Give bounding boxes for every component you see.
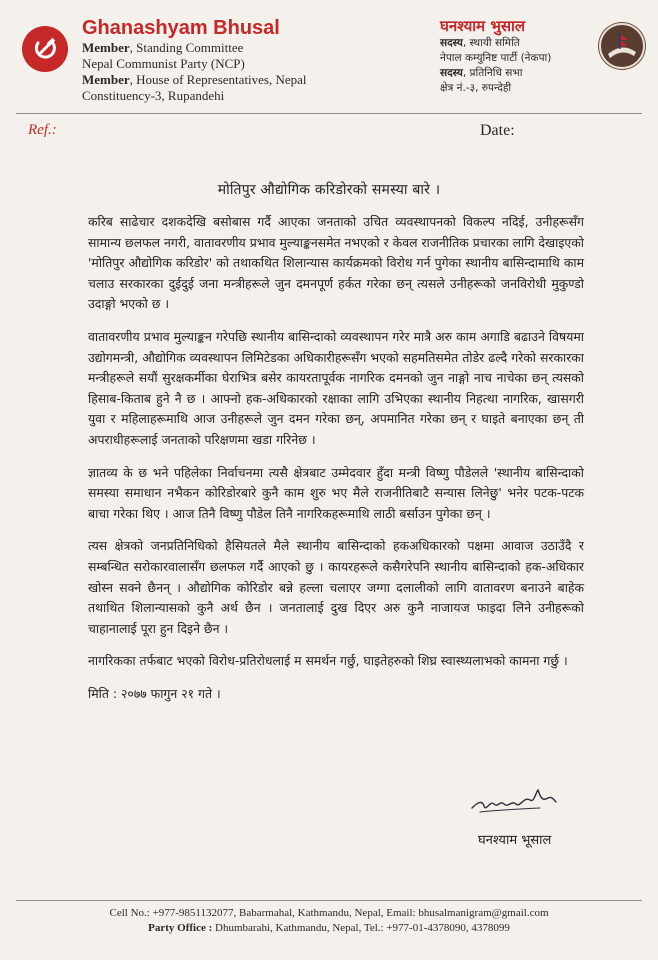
party-emblem-icon <box>598 22 646 70</box>
letterhead-line-np-3: सदस्य, प्रतिनिधि सभा <box>440 67 523 79</box>
footer-divider <box>16 900 642 901</box>
body-paragraph: ज्ञातव्य के छ भने पहिलेका निर्वाचनमा त्यसै क्षेत्रबाट उम्मेदवार हुँदा मन्त्री विष्णु पौडेलले 'स्थानीय बासिन्दाको समस्या समाधान नभैकन कोरिडोरबारे कुनै काम शुरु भए मैले राजनीतिबाटै सन्यास लिनेछु' भनेर पटक-पटक बाचा गरेका थिए । आज तिनै विष्णु पौडेल तिनै नागरिकहरूमाथि लाठी बर्साउन पुगेका छन् । <box>88 464 584 521</box>
letterhead-line-np-2: नेपाल कम्युनिष्ट पार्टी (नेकपा) <box>440 52 552 64</box>
handwritten-signature <box>468 778 558 822</box>
letter-body <box>88 212 584 704</box>
letterhead-line-en-3: Member, House of Representatives, Nepal <box>82 72 307 87</box>
letterhead-line-np-1: सदस्य, स्थायी समिति <box>440 37 520 49</box>
body-paragraph: वातावरणीय प्रभाव मुल्याङ्कन गरेपछि स्थानीय बासिन्दाको व्यवस्थापन गरेर मात्रै अरु काम अगाडि बढाउने विषयमा उद्योगमन्त्री, औद्योगिक व्यवस्थापन लिमिटेडका अधिकारीहरूसँग भएको सहमतिसमेत तोडेर ढल्दै गरेको सरकारका मन्त्रीहरूले सयौं सुरक्षकर्मीका घेराभित्र बसेर कायरतापूर्वक नागरिक दमनको जुन नाङ्गो नाच नाचेका छन् त्यसको हिसाब-किताब हुने नै छ । आफ्नो हक-अधिकारको रक्षाका लागि उभिएका स्थानीय निहत्था नागरिक, खासगरी युवा र महिलाहरूमाथि आज उनीहरूले जुन दमन गरेका छन्, अपमानित गरेका छन् र घाइते बनाएका छन् ती अपराधीहरूलाई जनताको परिक्षणमा खडा गरिनेछ । <box>88 328 584 447</box>
footer-line-2: Party Office : Dhumbarahi, Kathmandu, Nepal, Tel.: +977-01-4378090, 4378099 <box>148 922 510 934</box>
date-label: Date: <box>480 122 515 139</box>
letterhead-english <box>82 16 372 104</box>
signatory-name: घनश्याम भूसाल <box>478 833 552 848</box>
footer-line-1: Cell No.: +977-9851132077, Babarmahal, Kathmandu, Nepal, Email: bhusalmanigram@gmail.com <box>109 907 549 919</box>
letterhead-name-en: Ghanashyam Bhusal <box>82 17 280 39</box>
hammer-sickle-icon <box>22 26 68 72</box>
footer-contact <box>0 906 658 936</box>
letterhead-line-en-1: Member, Standing Committee <box>82 40 244 55</box>
header-divider <box>16 113 642 114</box>
letter-date-line: मिति : २०७७ फागुन २१ गते । <box>88 685 221 701</box>
letterhead-nepali <box>440 16 605 96</box>
body-paragraph: नागरिकका तर्फबाट भएको विरोध-प्रतिरोधलाई म समर्थन गर्छु, घाइतेहरुको शिघ्र स्वास्थ्यलाभको कामना गर्छु । <box>88 653 568 669</box>
letterhead-line-np-4: क्षेत्र नं.-३, रुपन्देही <box>440 82 512 94</box>
body-paragraph: करिब साढेचार दशकदेखि बसोबास गर्दै आएका जनताको उचित व्यवस्थापनको विकल्प नदिई, उनीहरूसँग सामान्य छलफल नगरी, वातावरणीय प्रभाव मुल्याङ्कनसमेत नभएको र केवल राजनीतिक प्रचारका लागि देखाइएको 'मोतिपुर औद्योगिक करिडोर' को तथाकथित शिलान्यास कार्यक्रमको विरोध गर्न पुगेका स्थानीय बासिन्दामाथि काम चलाउ सरकारका दुईदुई जना मन्त्रीहरूले जुन दमनपूर्ण हर्कत गरेका छन् त्यसले उनीहरूको जनविरोधी मुकुण्डो उदाङ्गो भएको छ । <box>88 214 584 312</box>
letterhead-line-en-2: Nepal Communist Party (NCP) <box>82 56 245 71</box>
body-paragraph: त्यस क्षेत्रको जनप्रतिनिधिको हैसियतले मैले स्थानीय बासिन्दाको हकअधिकारको पक्षमा आवाज उठाउँदै र सम्बन्धित सरोकारवालासँग छलफल गर्दै आएको छु । कायरहरूले कसैगरेपनि स्थानीय बासिन्दाको हक-अधिकार खोस्न सक्ने छैनन् । औद्योगिक कोरिडोर बन्ने हल्ला चलाएर जग्गा दलालीको लागि वातावरण बनाउने बाहेक तथाथित शिलान्यासको कुनै अर्थ छैन । जनतालाई दुख दिएर अरु कुनै नाजायज फाइदा लिने उनीहरूको चाहानालाई पूरा हुन दिइने छैन । <box>88 538 584 636</box>
reference-label: Ref.: <box>28 122 57 138</box>
letterhead-name-np: घनश्याम भुसाल <box>440 17 526 35</box>
letter-subject: मोतिपुर औद्योगिक करिडोरको समस्या बारे । <box>217 182 441 198</box>
letterhead-line-en-4: Constituency-3, Rupandehi <box>82 88 225 103</box>
